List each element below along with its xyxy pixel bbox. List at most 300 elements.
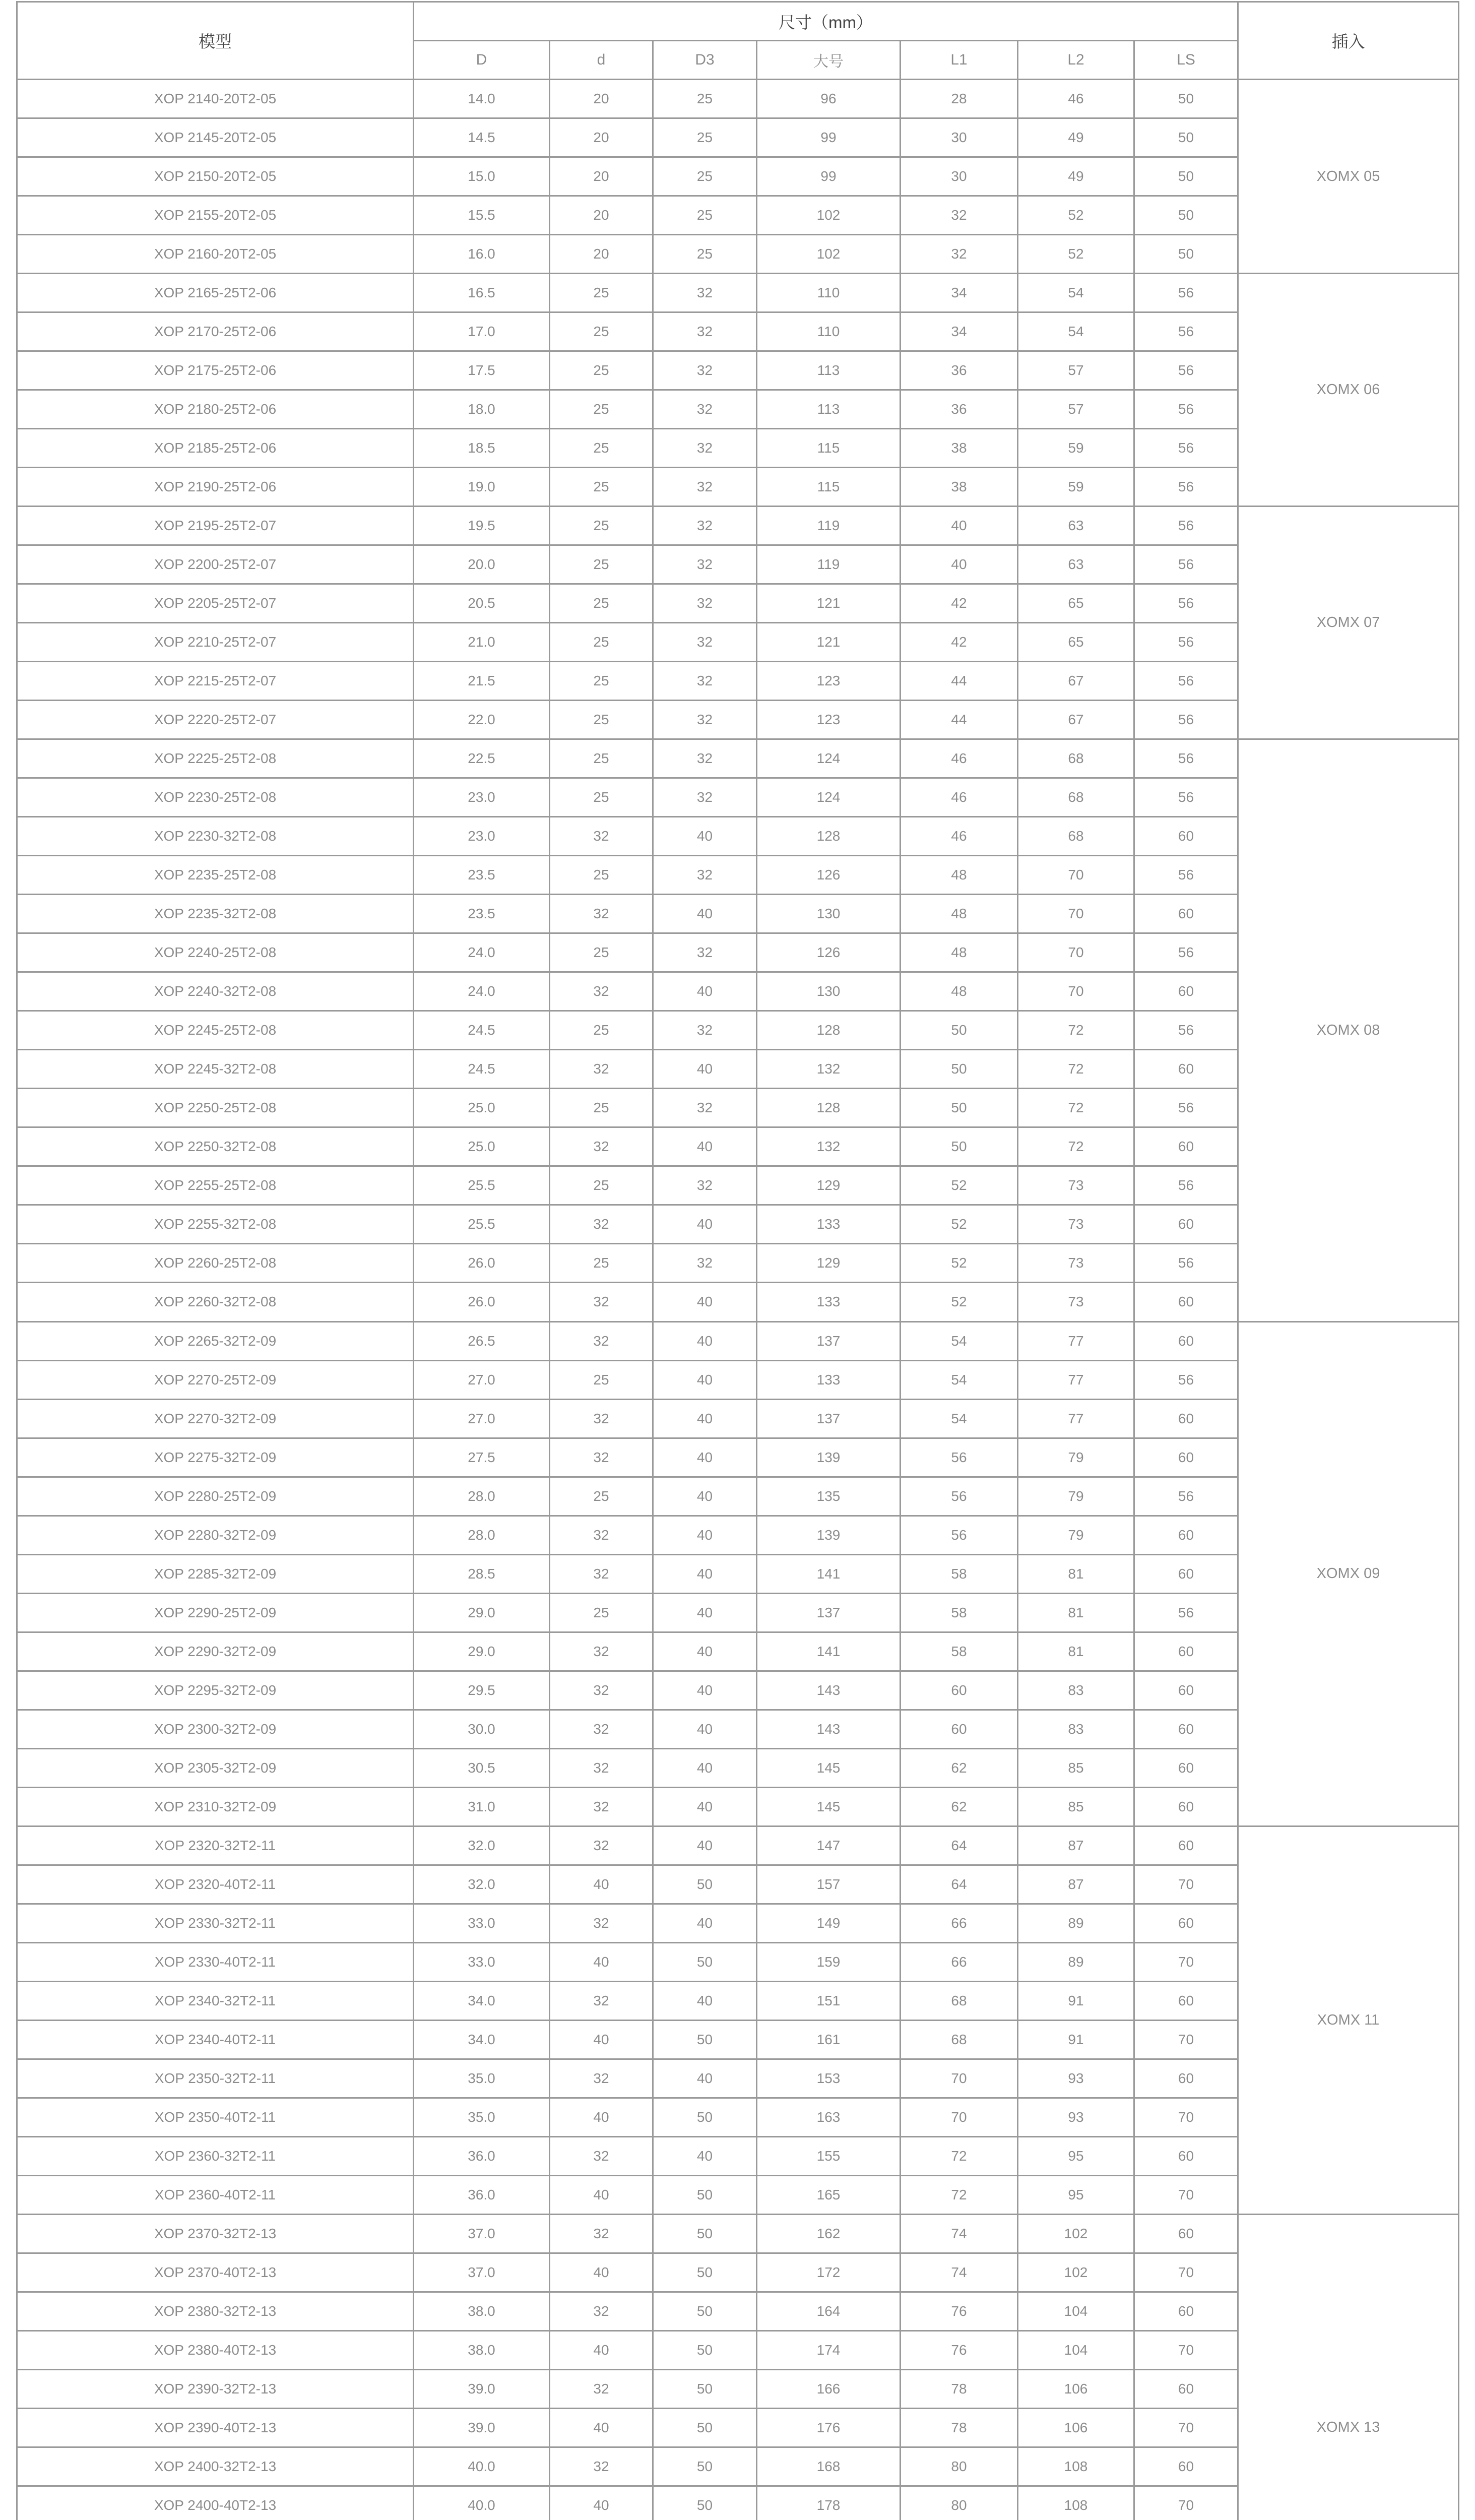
- D-cell: 25.0: [414, 1089, 550, 1127]
- L1-cell: 32: [901, 196, 1018, 235]
- D-cell: 32.0: [414, 1865, 550, 1904]
- L1-cell: 44: [901, 662, 1018, 701]
- D-cell: 27.0: [414, 1360, 550, 1399]
- L2-cell: 63: [1018, 507, 1134, 545]
- d-cell: 25: [550, 701, 653, 739]
- size-cell: 137: [757, 1399, 901, 1438]
- L2-cell: 68: [1018, 817, 1134, 856]
- size-cell: 102: [757, 235, 901, 274]
- LS-cell: 70: [1134, 2408, 1238, 2447]
- L1-cell: 44: [901, 701, 1018, 739]
- LS-cell: 56: [1134, 1244, 1238, 1283]
- LS-cell: 60: [1134, 972, 1238, 1011]
- size-cell: 139: [757, 1516, 901, 1554]
- L1-cell: 36: [901, 351, 1018, 390]
- LS-cell: 70: [1134, 2175, 1238, 2214]
- L1-cell: 64: [901, 1826, 1018, 1865]
- model-cell: XOP 2190-25T2-06: [17, 468, 414, 507]
- D3-cell: 40: [653, 2136, 757, 2175]
- L1-cell: 54: [901, 1399, 1018, 1438]
- size-cell: 96: [757, 80, 901, 118]
- D3-cell: 32: [653, 856, 757, 895]
- size-cell: 165: [757, 2175, 901, 2214]
- LS-cell: 60: [1134, 1554, 1238, 1593]
- d-cell: 40: [550, 2486, 653, 2520]
- D3-cell: 50: [653, 2253, 757, 2292]
- D3-cell: 32: [653, 662, 757, 701]
- L1-cell: 56: [901, 1477, 1018, 1516]
- D-cell: 39.0: [414, 2369, 550, 2408]
- L1-cell: 80: [901, 2486, 1018, 2520]
- L2-cell: 85: [1018, 1787, 1134, 1826]
- D3-cell: 32: [653, 351, 757, 390]
- d-cell: 32: [550, 2292, 653, 2330]
- LS-cell: 56: [1134, 1593, 1238, 1632]
- D-cell: 16.0: [414, 235, 550, 274]
- LS-cell: 60: [1134, 2059, 1238, 2098]
- LS-cell: 56: [1134, 933, 1238, 972]
- table-row: [17, 80, 1459, 118]
- col-header-D3: D3: [653, 41, 757, 80]
- size-cell: 174: [757, 2330, 901, 2369]
- L1-cell: 32: [901, 235, 1018, 274]
- L1-cell: 78: [901, 2408, 1018, 2447]
- D-cell: 36.0: [414, 2136, 550, 2175]
- D3-cell: 32: [653, 1244, 757, 1283]
- D-cell: 27.0: [414, 1399, 550, 1438]
- model-cell: XOP 2155-20T2-05: [17, 196, 414, 235]
- d-cell: 32: [550, 2136, 653, 2175]
- model-cell: XOP 2200-25T2-07: [17, 545, 414, 584]
- L1-cell: 58: [901, 1554, 1018, 1593]
- model-cell: XOP 2140-20T2-05: [17, 80, 414, 118]
- model-cell: XOP 2280-25T2-09: [17, 1477, 414, 1516]
- LS-cell: 60: [1134, 1748, 1238, 1787]
- L1-cell: 62: [901, 1748, 1018, 1787]
- LS-cell: 60: [1134, 1516, 1238, 1554]
- LS-cell: 70: [1134, 2020, 1238, 2059]
- L2-cell: 79: [1018, 1438, 1134, 1477]
- d-cell: 25: [550, 856, 653, 895]
- D-cell: 21.0: [414, 623, 550, 662]
- d-cell: 32: [550, 1826, 653, 1865]
- size-cell: 168: [757, 2447, 901, 2486]
- L2-cell: 95: [1018, 2136, 1134, 2175]
- LS-cell: 56: [1134, 623, 1238, 662]
- LS-cell: 56: [1134, 1011, 1238, 1050]
- LS-cell: 60: [1134, 2369, 1238, 2408]
- LS-cell: 56: [1134, 274, 1238, 312]
- L1-cell: 52: [901, 1166, 1018, 1205]
- L2-cell: 104: [1018, 2330, 1134, 2369]
- size-cell: 135: [757, 1477, 901, 1516]
- L2-cell: 91: [1018, 1981, 1134, 2020]
- LS-cell: 56: [1134, 701, 1238, 739]
- L2-cell: 65: [1018, 623, 1134, 662]
- d-cell: 20: [550, 80, 653, 118]
- d-cell: 20: [550, 235, 653, 274]
- L2-cell: 91: [1018, 2020, 1134, 2059]
- L1-cell: 56: [901, 1516, 1018, 1554]
- L1-cell: 48: [901, 933, 1018, 972]
- size-cell: 143: [757, 1710, 901, 1748]
- L1-cell: 40: [901, 545, 1018, 584]
- d-cell: 25: [550, 662, 653, 701]
- LS-cell: 56: [1134, 390, 1238, 429]
- header-row-top: [17, 2, 1459, 41]
- D3-cell: 40: [653, 1632, 757, 1671]
- L2-cell: 108: [1018, 2447, 1134, 2486]
- D3-cell: 40: [653, 817, 757, 856]
- D-cell: 35.0: [414, 2059, 550, 2098]
- size-cell: 121: [757, 584, 901, 623]
- model-cell: XOP 2290-25T2-09: [17, 1593, 414, 1632]
- size-cell: 99: [757, 157, 901, 196]
- D-cell: 19.0: [414, 468, 550, 507]
- D3-cell: 40: [653, 1127, 757, 1166]
- LS-cell: 56: [1134, 584, 1238, 623]
- D3-cell: 32: [653, 429, 757, 468]
- L2-cell: 72: [1018, 1050, 1134, 1089]
- LS-cell: 60: [1134, 1671, 1238, 1710]
- LS-cell: 60: [1134, 1321, 1238, 1360]
- L1-cell: 76: [901, 2330, 1018, 2369]
- size-cell: 128: [757, 817, 901, 856]
- LS-cell: 70: [1134, 2253, 1238, 2292]
- L1-cell: 50: [901, 1127, 1018, 1166]
- L1-cell: 66: [901, 1942, 1018, 1981]
- d-cell: 25: [550, 1089, 653, 1127]
- LS-cell: 70: [1134, 1942, 1238, 1981]
- d-cell: 40: [550, 2175, 653, 2214]
- model-cell: XOP 2245-25T2-08: [17, 1011, 414, 1050]
- spec-table: [16, 1, 1459, 2520]
- D-cell: 28.0: [414, 1516, 550, 1554]
- size-cell: 130: [757, 895, 901, 933]
- L2-cell: 93: [1018, 2059, 1134, 2098]
- LS-cell: 60: [1134, 1127, 1238, 1166]
- model-cell: XOP 2150-20T2-05: [17, 157, 414, 196]
- L1-cell: 54: [901, 1360, 1018, 1399]
- D3-cell: 50: [653, 2408, 757, 2447]
- D-cell: 24.5: [414, 1050, 550, 1089]
- L1-cell: 34: [901, 274, 1018, 312]
- D3-cell: 40: [653, 1981, 757, 2020]
- L1-cell: 56: [901, 1438, 1018, 1477]
- d-cell: 32: [550, 1787, 653, 1826]
- model-cell: XOP 2230-32T2-08: [17, 817, 414, 856]
- D-cell: 18.0: [414, 390, 550, 429]
- D-cell: 22.5: [414, 739, 550, 778]
- model-cell: XOP 2370-40T2-13: [17, 2253, 414, 2292]
- LS-cell: 60: [1134, 1710, 1238, 1748]
- D3-cell: 40: [653, 1748, 757, 1787]
- d-cell: 40: [550, 2253, 653, 2292]
- col-header-size: 大号: [757, 41, 901, 80]
- LS-cell: 56: [1134, 1166, 1238, 1205]
- D3-cell: 40: [653, 1904, 757, 1942]
- D-cell: 23.5: [414, 856, 550, 895]
- d-cell: 25: [550, 1166, 653, 1205]
- d-cell: 32: [550, 1399, 653, 1438]
- D3-cell: 50: [653, 2447, 757, 2486]
- LS-cell: 56: [1134, 351, 1238, 390]
- D3-cell: 40: [653, 1321, 757, 1360]
- D-cell: 30.0: [414, 1710, 550, 1748]
- L2-cell: 102: [1018, 2214, 1134, 2253]
- table-row: [17, 507, 1459, 545]
- L2-cell: 83: [1018, 1710, 1134, 1748]
- D-cell: 26.0: [414, 1244, 550, 1283]
- L1-cell: 38: [901, 429, 1018, 468]
- table-row: [17, 274, 1459, 312]
- D-cell: 17.0: [414, 312, 550, 351]
- D3-cell: 50: [653, 2020, 757, 2059]
- L2-cell: 70: [1018, 933, 1134, 972]
- d-cell: 25: [550, 584, 653, 623]
- d-cell: 32: [550, 1981, 653, 2020]
- LS-cell: 60: [1134, 2292, 1238, 2330]
- L1-cell: 36: [901, 390, 1018, 429]
- model-cell: XOP 2390-32T2-13: [17, 2369, 414, 2408]
- D-cell: 20.5: [414, 584, 550, 623]
- size-cell: 133: [757, 1283, 901, 1321]
- D-cell: 25.5: [414, 1205, 550, 1244]
- model-cell: XOP 2360-40T2-11: [17, 2175, 414, 2214]
- model-cell: XOP 2255-25T2-08: [17, 1166, 414, 1205]
- size-cell: 129: [757, 1244, 901, 1283]
- D-cell: 34.0: [414, 2020, 550, 2059]
- LS-cell: 60: [1134, 1438, 1238, 1477]
- D3-cell: 32: [653, 274, 757, 312]
- table-row: [17, 739, 1459, 778]
- model-cell: XOP 2210-25T2-07: [17, 623, 414, 662]
- LS-cell: 56: [1134, 429, 1238, 468]
- LS-cell: 70: [1134, 1865, 1238, 1904]
- D-cell: 35.0: [414, 2098, 550, 2136]
- D-cell: 16.5: [414, 274, 550, 312]
- L2-cell: 59: [1018, 429, 1134, 468]
- d-cell: 25: [550, 739, 653, 778]
- d-cell: 32: [550, 817, 653, 856]
- L2-cell: 85: [1018, 1748, 1134, 1787]
- size-cell: 157: [757, 1865, 901, 1904]
- D-cell: 26.0: [414, 1283, 550, 1321]
- LS-cell: 56: [1134, 739, 1238, 778]
- D-cell: 29.5: [414, 1671, 550, 1710]
- model-cell: XOP 2350-32T2-11: [17, 2059, 414, 2098]
- D3-cell: 25: [653, 196, 757, 235]
- L2-cell: 70: [1018, 856, 1134, 895]
- d-cell: 32: [550, 2059, 653, 2098]
- LS-cell: 60: [1134, 817, 1238, 856]
- model-cell: XOP 2340-40T2-11: [17, 2020, 414, 2059]
- D-cell: 14.5: [414, 118, 550, 157]
- L1-cell: 58: [901, 1632, 1018, 1671]
- d-cell: 32: [550, 895, 653, 933]
- D3-cell: 32: [653, 623, 757, 662]
- model-cell: XOP 2360-32T2-11: [17, 2136, 414, 2175]
- d-cell: 32: [550, 1904, 653, 1942]
- L1-cell: 30: [901, 118, 1018, 157]
- LS-cell: 56: [1134, 662, 1238, 701]
- d-cell: 25: [550, 1360, 653, 1399]
- size-cell: 133: [757, 1205, 901, 1244]
- D3-cell: 50: [653, 2098, 757, 2136]
- d-cell: 40: [550, 2098, 653, 2136]
- LS-cell: 60: [1134, 1050, 1238, 1089]
- size-cell: 139: [757, 1438, 901, 1477]
- D-cell: 21.5: [414, 662, 550, 701]
- D-cell: 37.0: [414, 2214, 550, 2253]
- size-cell: 123: [757, 701, 901, 739]
- insert-cell: XOMX 05: [1238, 80, 1459, 274]
- insert-cell: XOMX 08: [1238, 739, 1459, 1321]
- model-cell: XOP 2250-25T2-08: [17, 1089, 414, 1127]
- d-cell: 40: [550, 2408, 653, 2447]
- d-cell: 25: [550, 1593, 653, 1632]
- D3-cell: 40: [653, 1826, 757, 1865]
- model-cell: XOP 2350-40T2-11: [17, 2098, 414, 2136]
- D3-cell: 40: [653, 1438, 757, 1477]
- size-cell: 99: [757, 118, 901, 157]
- L2-cell: 49: [1018, 157, 1134, 196]
- D-cell: 15.5: [414, 196, 550, 235]
- D3-cell: 40: [653, 1360, 757, 1399]
- D3-cell: 50: [653, 2486, 757, 2520]
- model-cell: XOP 2240-25T2-08: [17, 933, 414, 972]
- model-cell: XOP 2165-25T2-06: [17, 274, 414, 312]
- D3-cell: 40: [653, 1787, 757, 1826]
- d-cell: 32: [550, 1283, 653, 1321]
- D3-cell: 50: [653, 2292, 757, 2330]
- L1-cell: 50: [901, 1089, 1018, 1127]
- d-cell: 25: [550, 1477, 653, 1516]
- size-cell: 133: [757, 1360, 901, 1399]
- model-cell: XOP 2400-32T2-13: [17, 2447, 414, 2486]
- D-cell: 29.0: [414, 1632, 550, 1671]
- model-cell: XOP 2340-32T2-11: [17, 1981, 414, 2020]
- L1-cell: 60: [901, 1710, 1018, 1748]
- D-cell: 15.0: [414, 157, 550, 196]
- L1-cell: 78: [901, 2369, 1018, 2408]
- d-cell: 32: [550, 1748, 653, 1787]
- d-cell: 25: [550, 468, 653, 507]
- D3-cell: 25: [653, 157, 757, 196]
- L1-cell: 66: [901, 1904, 1018, 1942]
- d-cell: 25: [550, 507, 653, 545]
- LS-cell: 60: [1134, 1283, 1238, 1321]
- L1-cell: 68: [901, 2020, 1018, 2059]
- L2-cell: 87: [1018, 1865, 1134, 1904]
- D3-cell: 40: [653, 1399, 757, 1438]
- col-header-LS: LS: [1134, 41, 1238, 80]
- L2-cell: 68: [1018, 739, 1134, 778]
- size-cell: 145: [757, 1787, 901, 1826]
- model-cell: XOP 2235-32T2-08: [17, 895, 414, 933]
- size-cell: 132: [757, 1127, 901, 1166]
- d-cell: 25: [550, 351, 653, 390]
- model-cell: XOP 2235-25T2-08: [17, 856, 414, 895]
- D-cell: 22.0: [414, 701, 550, 739]
- L2-cell: 73: [1018, 1166, 1134, 1205]
- model-cell: XOP 2330-32T2-11: [17, 1904, 414, 1942]
- L2-cell: 108: [1018, 2486, 1134, 2520]
- D-cell: 23.0: [414, 817, 550, 856]
- table-row: [17, 1321, 1459, 1360]
- D3-cell: 40: [653, 972, 757, 1011]
- L2-cell: 63: [1018, 545, 1134, 584]
- D-cell: 28.5: [414, 1554, 550, 1593]
- L2-cell: 79: [1018, 1477, 1134, 1516]
- d-cell: 25: [550, 623, 653, 662]
- model-cell: XOP 2220-25T2-07: [17, 701, 414, 739]
- D3-cell: 32: [653, 933, 757, 972]
- D-cell: 33.0: [414, 1942, 550, 1981]
- d-cell: 32: [550, 2447, 653, 2486]
- L2-cell: 72: [1018, 1127, 1134, 1166]
- size-cell: 163: [757, 2098, 901, 2136]
- d-cell: 32: [550, 1671, 653, 1710]
- d-cell: 32: [550, 1205, 653, 1244]
- L1-cell: 50: [901, 1011, 1018, 1050]
- size-cell: 141: [757, 1632, 901, 1671]
- L1-cell: 74: [901, 2253, 1018, 2292]
- L1-cell: 42: [901, 584, 1018, 623]
- D3-cell: 32: [653, 584, 757, 623]
- table-body: [17, 80, 1459, 2520]
- size-cell: 130: [757, 972, 901, 1011]
- d-cell: 32: [550, 972, 653, 1011]
- d-cell: 25: [550, 274, 653, 312]
- D-cell: 24.0: [414, 933, 550, 972]
- D3-cell: 50: [653, 1942, 757, 1981]
- D3-cell: 50: [653, 2330, 757, 2369]
- size-cell: 123: [757, 662, 901, 701]
- model-cell: XOP 2290-32T2-09: [17, 1632, 414, 1671]
- model-cell: XOP 2205-25T2-07: [17, 584, 414, 623]
- model-cell: XOP 2275-32T2-09: [17, 1438, 414, 1477]
- model-cell: XOP 2380-40T2-13: [17, 2330, 414, 2369]
- LS-cell: 56: [1134, 1360, 1238, 1399]
- model-cell: XOP 2250-32T2-08: [17, 1127, 414, 1166]
- L2-cell: 72: [1018, 1089, 1134, 1127]
- model-cell: XOP 2145-20T2-05: [17, 118, 414, 157]
- L2-cell: 59: [1018, 468, 1134, 507]
- insert-cell: XOMX 11: [1238, 1826, 1459, 2214]
- D3-cell: 50: [653, 1865, 757, 1904]
- D3-cell: 32: [653, 1166, 757, 1205]
- LS-cell: 56: [1134, 507, 1238, 545]
- LS-cell: 56: [1134, 856, 1238, 895]
- D-cell: 30.5: [414, 1748, 550, 1787]
- D3-cell: 32: [653, 468, 757, 507]
- model-cell: XOP 2255-32T2-08: [17, 1205, 414, 1244]
- D3-cell: 40: [653, 1710, 757, 1748]
- LS-cell: 50: [1134, 80, 1238, 118]
- size-cell: 137: [757, 1321, 901, 1360]
- D3-cell: 50: [653, 2369, 757, 2408]
- model-cell: XOP 2285-32T2-09: [17, 1554, 414, 1593]
- d-cell: 40: [550, 2330, 653, 2369]
- size-cell: 119: [757, 545, 901, 584]
- d-cell: 20: [550, 196, 653, 235]
- L1-cell: 72: [901, 2136, 1018, 2175]
- L1-cell: 70: [901, 2098, 1018, 2136]
- L2-cell: 67: [1018, 701, 1134, 739]
- D-cell: 32.0: [414, 1826, 550, 1865]
- L2-cell: 73: [1018, 1283, 1134, 1321]
